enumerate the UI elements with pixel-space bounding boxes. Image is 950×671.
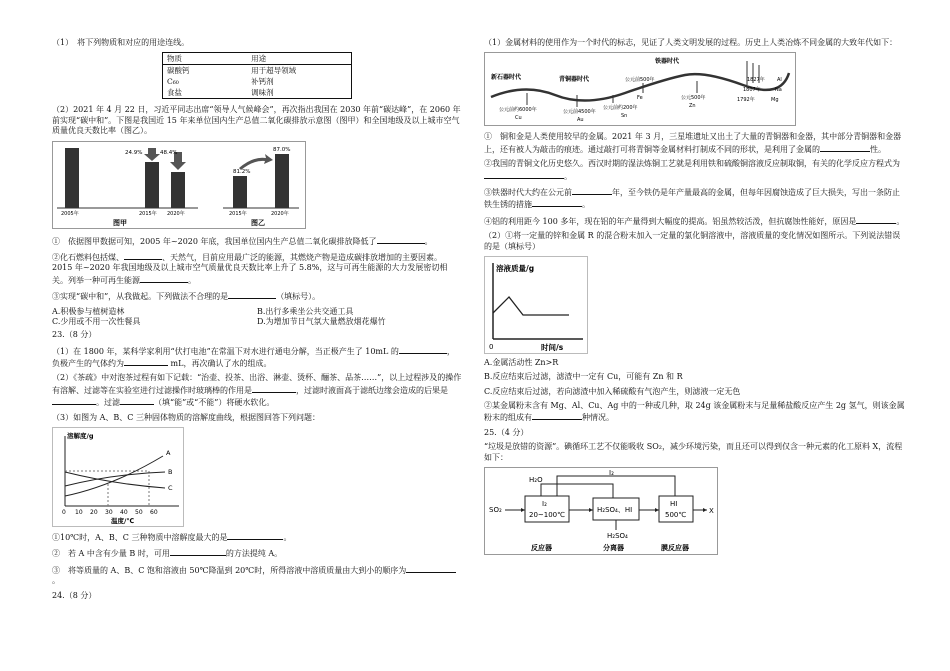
q23-3-part3: ③ 将等质量的 A、B、C 饱和溶液由 50℃降温到 20℃时，所得溶液中溶质质量由大到小的顺序为。	[52, 564, 462, 587]
solution-mass-chart	[484, 256, 588, 354]
option-a: A.积极参与植树造林	[52, 306, 125, 316]
substance-use-table	[162, 52, 352, 99]
table-cell: 碳酸钙	[167, 66, 190, 76]
r-q1-part1: ① 铜和金是人类使用较早的金属。2021 年 3 月，三星堆遗址又出土了大量的青铜器和金器，其中部分青铜器和金器上，还有被人为敲击的痕迹。通过敲打可将青铜等金属材料打制成不同的形状，是利用了金属的 性。	[484, 132, 902, 154]
table-cell: 补钙剂	[251, 77, 274, 87]
flow-svg	[485, 468, 717, 554]
tick-label: 60	[150, 509, 158, 517]
mass-curve	[493, 297, 569, 315]
separator-label: H₂SO₄、HI	[597, 506, 633, 515]
answer-blank[interactable]	[532, 411, 582, 420]
label-48-4: 48.4%	[160, 149, 178, 156]
timeline-label: 公元前约6000年	[499, 107, 537, 114]
r-option-b: B.反应结束后过滤，滤渣中一定有 Cu，可能有 Zn 和 R	[484, 372, 683, 382]
top-label-i2: I₂	[609, 469, 614, 478]
timeline-label: 公元前500年	[625, 77, 655, 84]
r-option-a: A.金属活动性 Zn>R	[484, 357, 559, 367]
tick-label: 30	[105, 509, 113, 517]
solubility-chart	[52, 427, 184, 527]
q2-intro: （2）2021 年 4 月 22 日，习近平同志出席“领导人气候峰会”，再次指出我国在 2030 年前“碳达峰”，在 2060 年前实现“碳中和”。下图是我国近 15 年来单位国内生产总值二氧化碳排放示意图（图甲）和全国地级及以上城市空气质量优良天数比率（图乙）。	[52, 105, 461, 136]
answer-blank[interactable]	[406, 564, 456, 573]
caption-reactor: 反应器	[531, 544, 552, 553]
solubility-chart-svg	[53, 428, 183, 526]
co2-figures	[52, 141, 306, 229]
q2-part1: ① 依据图甲数据可知，2005 年~2020 年底，我国单位国内生产总值二氧化碳排放降低了 。	[52, 236, 433, 246]
r-q1-part2: ②我国的青铜文化历史悠久。西汉时期的湿法炼铜工艺就是利用铁和硫酸铜溶液反应制取铜，有关的化学反应方程式为。	[484, 159, 900, 181]
timeline-label: Au	[577, 117, 584, 124]
x-axis-label: 时间/s	[541, 342, 564, 352]
bar-2020	[171, 172, 185, 208]
timeline-label: 公元500年	[681, 95, 706, 102]
arrow-head-icon	[655, 508, 659, 512]
era-bronze: 青铜器时代	[559, 76, 590, 84]
answer-blank[interactable]	[532, 198, 582, 207]
era-neolithic: 新石器时代	[491, 74, 522, 82]
year-label: 2015年	[139, 210, 157, 217]
curve-label-a: A	[166, 449, 171, 458]
curve-b	[65, 472, 165, 486]
table-row	[163, 87, 352, 99]
metal-timeline-svg	[485, 53, 795, 125]
r-q1-part4: ④铝的利用距今 100 多年，现在铝的年产量得到大幅度的提高。铝虽然较活泼，但抗腐蚀性能好，原因是 。	[484, 216, 905, 226]
answer-blank[interactable]	[820, 143, 870, 152]
label-81-2: 81.2%	[233, 168, 251, 175]
tick-label: 0	[62, 509, 66, 517]
q23-heading: 23.（8 分）	[52, 330, 97, 340]
answer-blank[interactable]	[124, 357, 168, 366]
curve-label-b: B	[168, 468, 173, 477]
x-axis-label: 温度/℃	[111, 517, 135, 526]
curve-label-c: C	[168, 484, 173, 493]
table-header: 物质	[163, 53, 212, 65]
bar-2005	[65, 148, 79, 208]
flow-output: X	[709, 507, 714, 516]
metal-timeline	[484, 52, 796, 126]
table-cell: C₆₀	[167, 77, 179, 87]
q23-3-part1: ①10℃时，A、B、C 三种物质中溶解度最大的是 。	[52, 533, 292, 543]
bar-2015	[145, 162, 159, 208]
timeline-label: 1792年	[737, 97, 755, 104]
tick-label: 50	[135, 509, 143, 517]
timeline-label: 1827年	[747, 77, 765, 84]
r-q2-intro: （2）①将一定量的锌和金属 R 的混合粉末加入一定量的氯化铜溶液中，溶液质量的变化情况如图所示。下列说法错误的是（填标号）	[484, 231, 901, 251]
r-option-c: C.反应结束后过滤，若向滤渣中加入稀硫酸有气泡产生，则滤液一定无色	[484, 386, 741, 396]
label-87-0: 87.0%	[273, 146, 291, 153]
answer-blank[interactable]	[227, 531, 283, 540]
year-label: 2005年	[61, 210, 79, 217]
answer-blank[interactable]	[252, 384, 296, 393]
answer-blank[interactable]	[120, 396, 154, 405]
option-d: D.为增加节日气氛大量燃放烟花爆竹	[257, 316, 386, 326]
right-column	[484, 38, 906, 555]
caption-yi: 图乙	[251, 218, 265, 227]
left-column	[52, 38, 462, 605]
label-24-9: 24.9%	[125, 149, 143, 156]
year-label: 2015年	[229, 210, 247, 217]
timeline-label: 公元前约200年	[603, 105, 638, 112]
caption-membrane: 膜反应器	[661, 544, 689, 553]
arrow-head-icon	[589, 508, 593, 512]
r-q1-part3: ③铁器时代大约在公元前 年，至今铁仍是年产量最高的金属，但每年因腐蚀造成了巨大损失，写出一条防止铁生锈的措施 。	[484, 187, 900, 210]
timeline-label: Sn	[621, 113, 628, 120]
co2-figures-svg	[53, 142, 305, 228]
era-iron: 铁器时代	[655, 58, 680, 66]
answer-blank[interactable]	[572, 186, 612, 195]
year-label: 2020年	[167, 210, 185, 217]
table-cell: 用于超导领域	[251, 66, 297, 76]
tick-label: 40	[120, 509, 128, 517]
answer-blank[interactable]	[124, 251, 162, 260]
origin-label: 0	[489, 342, 494, 351]
year-label: 2020年	[271, 210, 289, 217]
down-arrow-icon	[144, 148, 160, 161]
y-axis-label: 溶液质量/g	[496, 263, 535, 273]
table-row	[163, 76, 352, 87]
timeline-label: Na	[775, 87, 782, 94]
table-header-row	[163, 53, 352, 65]
answer-blank[interactable]	[140, 274, 188, 283]
q23-part2: （2）《茶疏》中对泡茶过程有如下记载：“治壶、投茶、出浴、淋壶、烫杯、酾茶、品茶……”，以上过程涉及的操作有溶解、过滤等在实验室进行过滤操作时玻璃棒的作用是 ，过滤时液面高于滤纸边缘会造成的后果是。过滤 （填“能”或“不能”）将硬水软化。	[52, 373, 462, 408]
bar-yi-2020	[275, 154, 289, 208]
option-c: C.少用或不用一次性餐具	[52, 316, 141, 326]
timeline-label: 公元前4500年	[563, 109, 596, 116]
table-cell: 食盐	[167, 88, 182, 98]
arrow-head-icon	[703, 508, 707, 512]
timeline-label: Cu	[515, 115, 522, 122]
q23-3-part2: ② 若 A 中含有少量 B 时，可用 的方法提纯 A。	[52, 549, 283, 559]
q1-intro: （1） 将下列物质和对应的用途连线。	[52, 38, 190, 47]
timeline-label: 1807年	[743, 87, 761, 94]
answer-blank[interactable]	[856, 215, 896, 224]
timeline-label: Zn	[689, 103, 696, 110]
q25-text: “垃圾是放错的资源”。碘循环工艺不仅能吸收 SO₂，减少环境污染，而且还可以得到仅含一种元素的化工原料 X，流程如下：	[484, 442, 903, 462]
tick-label: 20	[90, 509, 98, 517]
recycle-line-iodine	[557, 476, 675, 496]
caption-jia: 图甲	[113, 218, 127, 227]
answer-blank[interactable]	[377, 235, 425, 244]
reactor-line2: 20~100℃	[529, 511, 565, 520]
table-header: 用途	[211, 53, 351, 65]
timeline-label: Fe	[637, 95, 643, 102]
iodine-cycle-flow	[484, 467, 718, 555]
answer-blank[interactable]	[170, 547, 226, 556]
q24-heading: 24.（8 分）	[52, 590, 97, 600]
option-b: B.出行多乘坐公共交通工具	[257, 306, 354, 316]
caption-separator: 分离器	[603, 544, 624, 553]
y-axis-label: 溶解度/g	[67, 432, 94, 441]
q2-part3: ③实现“碳中和”，从我做起。下列做法不合理的是 （填标号）。	[52, 292, 321, 302]
answer-blank[interactable]	[52, 396, 96, 405]
options-list	[52, 307, 462, 328]
table-cell: 调味剂	[251, 88, 274, 98]
timeline-label: Mg	[771, 97, 779, 104]
top-label-h2o: H₂O	[529, 476, 543, 485]
flow-input: SO₂	[489, 506, 502, 515]
membrane-line2: 500℃	[665, 511, 687, 520]
q23-part3: （3）如图为 A、B、C 三种固体物质的溶解度曲线，根据图回答下列问题：	[52, 412, 320, 422]
q25-heading: 25.（4 分）	[484, 427, 529, 437]
q23-part1: （1）在 1800 年，某科学家利用“伏打电池”在常温下对水进行通电分解，当正极产生了 10mL 的 ，负极产生的气体约为 mL，再次确认了水的组成。	[52, 346, 455, 369]
table-row	[163, 65, 352, 77]
r-q1-intro: （1）金属材料的使用作为一个时代的标志，见证了人类文明发展的过程。历史上人类冶炼不同金属的大致年代如下：	[484, 38, 898, 47]
answer-blank[interactable]	[484, 170, 564, 179]
arrow-head-icon	[521, 508, 525, 512]
tick-label: 10	[75, 509, 83, 517]
answer-blank[interactable]	[228, 290, 276, 299]
reactor-line1: I₂	[542, 500, 547, 509]
answer-blank[interactable]	[399, 345, 447, 354]
timeline-label: Al	[777, 77, 782, 84]
solution-mass-chart-svg	[485, 257, 587, 353]
q2-part2: ②化石燃料包括煤、 、天然气，目前应用最广泛的能源，其燃烧产物是造成碳排放增加的主要因素。2015 年~2020 年我国地级及以上城市空气质量优良天数比率上升了 5.8%，这与可再生能源的大力发展密切相关。列举一种可再生能源 。	[52, 252, 448, 285]
membrane-line1: HI	[670, 500, 678, 509]
up-arrow-icon	[239, 154, 273, 170]
bar-yi-2015	[233, 176, 247, 208]
under-label: H₂SO₄	[607, 532, 628, 541]
r-q2-part2: ②某金属粉末含有 Mg、Al、Cu、Ag 中的一种或几种，取 24g 该金属粉末与足量稀盐酸反应产生 2g 氢气，则该金属粉末的组成有 种情况。	[484, 401, 905, 423]
